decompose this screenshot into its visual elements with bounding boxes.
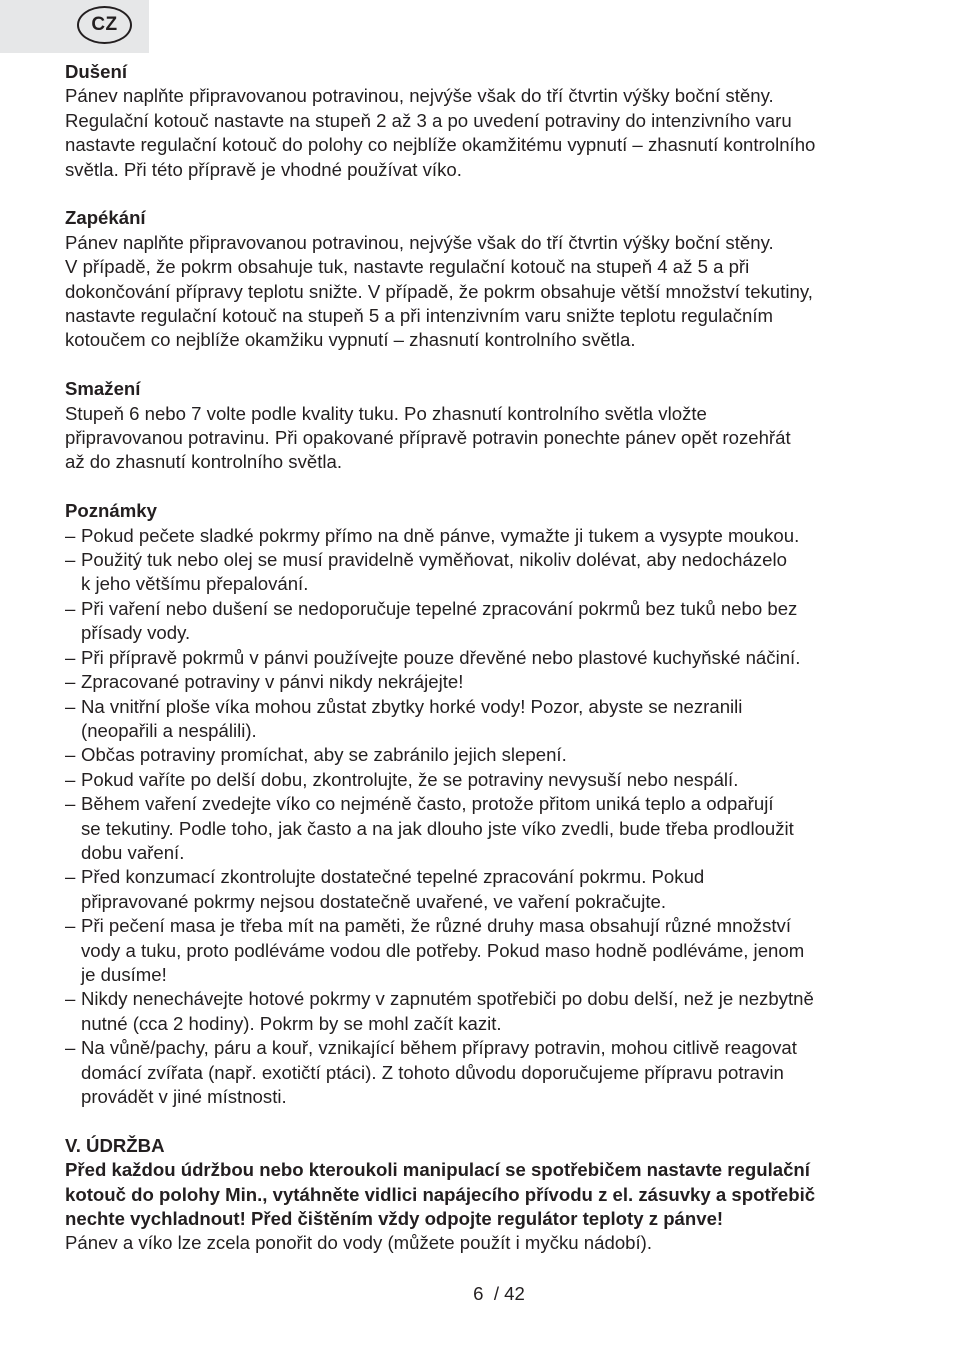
total-pages: 42	[504, 1283, 525, 1304]
section-heading: V. ÚDRŽBA	[65, 1134, 165, 1156]
section-zapekani	[65, 206, 900, 352]
list-item-line: – Nikdy nenechávejte hotové pokrmy v zapnutém spotřebiči po dobu delší, než je nezbytně	[81, 988, 814, 1010]
list-item	[65, 548, 900, 597]
paragraph-line: nastavte regulační kotouč na stupeň 5 a při intenzivním varu snižte teplotu regulačním	[65, 305, 773, 327]
language-tab	[0, 0, 149, 53]
paragraph-line: Regulační kotouč nastavte na stupeň 2 až 3 a po uvedení potraviny do intenzivního varu	[65, 109, 792, 131]
paragraph-line: Pánev a víko lze zcela ponořit do vody (můžete použít i myčku nádobí).	[65, 1232, 653, 1254]
list-item	[65, 743, 900, 767]
list-item	[65, 646, 900, 670]
list-item	[65, 597, 900, 646]
paragraph-line: světla. Při této přípravě je vhodné používat víko.	[65, 158, 462, 180]
section-duseni	[65, 60, 900, 182]
list-item	[65, 670, 900, 694]
current-page: 6	[473, 1283, 484, 1304]
section-heading: Dušení	[65, 61, 127, 82]
paragraph-line: Pánev naplňte připravovanou potravinou, nejvýše však do tří čtvrtin výšky boční stěny.	[65, 231, 774, 253]
list-item-line: – Občas potraviny promíchat, aby se zabránilo jejich slepení.	[81, 744, 567, 766]
list-item-line: (neopařili a nespálili).	[81, 719, 257, 741]
paragraph-line: Pánev naplňte připravovanou potravinou, nejvýše však do tří čtvrtin výšky boční stěny.	[65, 85, 774, 107]
list-item	[65, 987, 900, 1036]
list-item-line: se tekutiny. Podle toho, jak často a na jak dlouho jste víko zvedli, bude třeba prodloužit	[81, 817, 794, 839]
list-item-line: – Na vnitřní ploše víka mohou zůstat zbytky horké vody! Pozor, abyste se nezranili	[81, 695, 743, 717]
list-item-line: – Na vůně/pachy, páru a kouř, vznikající během přípravy potravin, mohou citlivě reagovat	[81, 1037, 797, 1059]
list-item-line: – Pokud pečete sladké pokrmy přímo na dně pánve, vymažte ji tukem a vysypte moukou.	[81, 524, 800, 546]
list-item-line: – Během vaření zvedejte víko co nejméně často, protože přitom uniká teplo a odpařují	[81, 793, 774, 815]
list-item-line: domácí zvířata (např. exotičtí ptáci). Z tohoto důvodu doporučujeme přípravu potravin	[81, 1061, 784, 1083]
list-item-line: – Při přípravě pokrmů v pánvi používejte pouze dřevěné nebo plastové kuchyňské náčiní.	[81, 646, 801, 668]
list-item-line: je dusíme!	[81, 963, 167, 985]
list-item-line: nutné (cca 2 hodiny). Pokrm by se mohl začít kazit.	[81, 1012, 502, 1034]
list-item-line: – Zpracované potraviny v pánvi nikdy nekrájejte!	[81, 671, 464, 693]
document-body	[65, 60, 900, 1280]
list-item	[65, 768, 900, 792]
notes-list	[65, 524, 900, 1110]
page-separator: /	[493, 1283, 499, 1304]
warning-line: kotouč do polohy Min., vytáhněte vidlici napájecího přívodu z el. zásuvky a spotřebič	[65, 1183, 816, 1205]
list-item	[65, 524, 900, 548]
section-smazeni	[65, 377, 900, 475]
section-udrzba	[65, 1134, 900, 1256]
list-item	[65, 695, 900, 744]
list-item-line: – Použitý tuk nebo olej se musí pravidelně vyměňovat, nikoliv dolévat, aby nedocházelo	[81, 549, 787, 571]
page-footer	[0, 1283, 954, 1305]
paragraph-line: Stupeň 6 nebo 7 volte podle kvality tuku. Po zhasnutí kontrolního světla vložte	[65, 402, 707, 424]
section-heading: Poznámky	[65, 500, 157, 522]
list-item-line: přísady vody.	[81, 622, 191, 644]
list-item	[65, 792, 900, 865]
list-item-line: – Pokud vaříte po delší dobu, zkontrolujte, že se potraviny nevysuší nebo nespálí.	[81, 768, 739, 790]
warning-line: nechte vychladnout! Před čištěním vždy odpojte regulátor teploty z pánve!	[65, 1208, 724, 1230]
list-item-line: – Při vaření nebo dušení se nedoporučuje tepelné zpracování pokrmů bez tuků nebo bez	[81, 597, 798, 619]
list-item-line: – Při pečení masa je třeba mít na paměti, že různé druhy masa obsahují různé množství	[81, 915, 792, 937]
list-item	[65, 914, 900, 987]
list-item	[65, 1036, 900, 1109]
paragraph-line: připravovanou potravinu. Při opakované přípravě potravin ponechte pánev opět rozehřát	[65, 427, 791, 449]
paragraph-line: kotoučem co nejblíže okamžiku vypnutí – zhasnutí kontrolního světla.	[65, 329, 636, 351]
section-heading: Zapékání	[65, 207, 146, 229]
list-item	[65, 865, 900, 914]
warning-line: Před každou údržbou nebo kteroukoli manipulací se spotřebičem nastavte regulační	[65, 1159, 810, 1181]
section-heading: Smažení	[65, 378, 141, 400]
paragraph-line: až do zhasnutí kontrolního světla.	[65, 451, 343, 473]
paragraph-line: V případě, že pokrm obsahuje tuk, nastavte regulační kotouč na stupeň 4 až 5 a při	[65, 256, 750, 278]
section-poznamky	[65, 499, 900, 1109]
list-item-line: připravované pokrmy nejsou dostatečně uvařené, ve vaření pokračujte.	[81, 890, 667, 912]
list-item-line: vody a tuku, proto podléváme vodou dle potřeby. Pokud maso hodně podléváme, jenom	[81, 939, 805, 961]
list-item-line: dobu vaření.	[81, 841, 185, 863]
list-item-line: provádět v jiné místnosti.	[81, 1086, 287, 1108]
paragraph-line: nastavte regulační kotouč do polohy co nejblíže okamžitému vypnutí – zhasnutí kontrolního	[65, 134, 816, 156]
page-number	[473, 1283, 525, 1304]
language-badge: CZ	[77, 6, 132, 44]
list-item-line: – Před konzumací zkontrolujte dostatečné tepelné zpracování pokrmu. Pokud	[81, 866, 705, 888]
paragraph-line: dokončování přípravy teplotu snižte. V případě, že pokrm obsahuje větší množství tekutiny,	[65, 280, 813, 302]
list-item-line: k jeho většímu přepalování.	[81, 573, 309, 595]
